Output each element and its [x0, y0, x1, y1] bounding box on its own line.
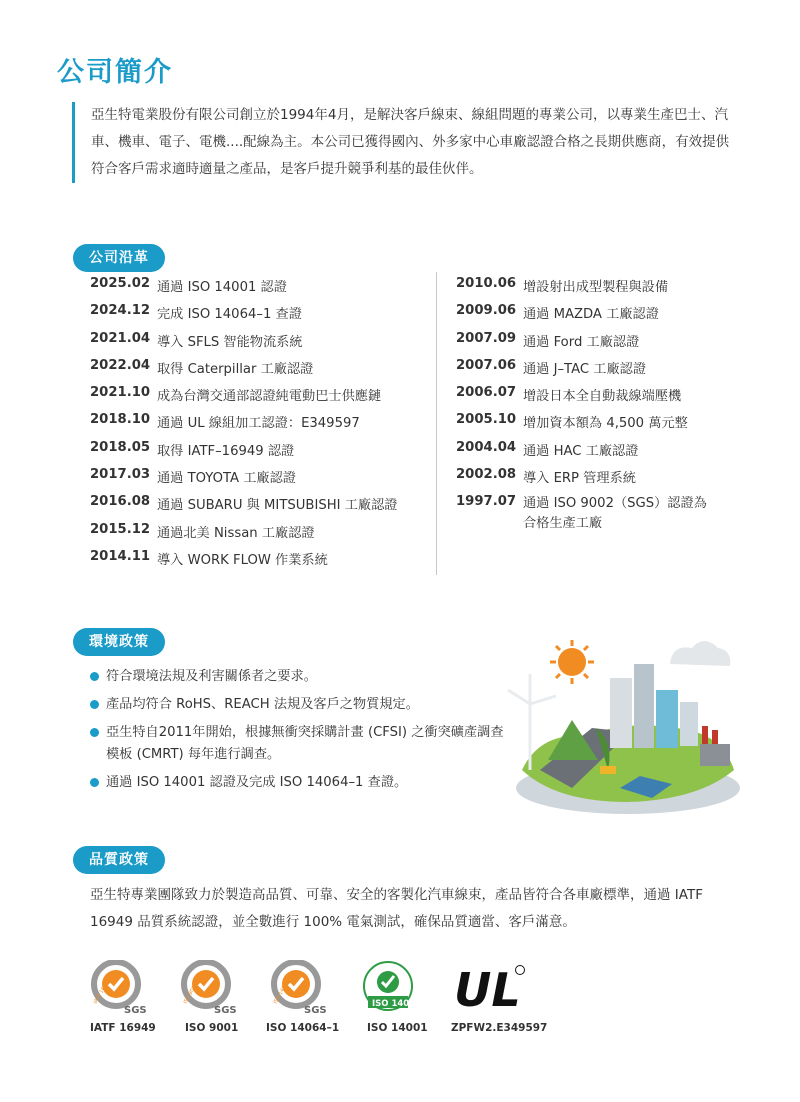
history-text: 通過 UL 線組加工認證：E349597	[157, 416, 360, 432]
history-row	[456, 303, 713, 330]
history-date: 2022.04	[90, 357, 151, 373]
history-divider	[436, 272, 437, 575]
history-date: 2024.12	[90, 303, 151, 319]
factory	[700, 744, 730, 766]
history-row	[456, 494, 713, 532]
history-row	[90, 303, 397, 330]
eco-city-illustration	[500, 620, 740, 820]
environment-item-text: 符合環境法規及利害關係者之要求。	[106, 669, 317, 684]
cert-label: ISO 9001	[185, 1022, 239, 1034]
tower-1	[610, 678, 632, 748]
history-text: 導入 ERP 管理系統	[523, 471, 636, 487]
cert-label: ISO 14001	[367, 1022, 428, 1034]
bullet-icon	[90, 672, 99, 681]
tower-4	[680, 702, 698, 746]
history-text: 導入 SFLS 智能物流系統	[157, 334, 303, 350]
bullet-icon	[90, 728, 99, 737]
environment-item-text: 亞生特自2011年開始，根據無衝突採購計畫 (CFSI) 之衝突礦產調查模板 (CMRT) 每年進行調查。	[106, 725, 504, 762]
badge-mark: SGS	[214, 1005, 237, 1016]
badge-side-text: ISO 9001	[182, 982, 200, 1005]
history-row	[456, 385, 713, 412]
history-row	[90, 412, 397, 439]
history-text: 通過北美 Nissan 工廠認證	[157, 525, 315, 541]
history-row	[456, 467, 713, 494]
history-date: 2010.06	[456, 276, 517, 291]
history-text: 通過 ISO 9002（SGS）認證為合格生產工廠	[523, 496, 707, 532]
bullet-icon	[90, 778, 99, 787]
history-row	[90, 385, 397, 412]
history-row	[90, 522, 397, 549]
history-date: 2017.03	[90, 467, 151, 483]
ul-badge	[452, 960, 528, 1016]
factory-chimney	[702, 726, 708, 744]
history-row	[90, 440, 397, 467]
history-heading: 公司沿革	[73, 244, 165, 272]
history-text: 取得 IATF–16949 認證	[157, 443, 295, 459]
quality-paragraph: 亞生特專業團隊致力於製造高品質、可靠、安全的客製化汽車線束，產品皆符合各車廠標準，通過 IATF 16949 品質系統認證，並全數進行 100% 電氣測試，確保品質適當、客戶滿意。	[90, 887, 703, 930]
history-date: 2014.11	[90, 548, 151, 564]
history-text: 通過 TOYOTA 工廠認證	[157, 471, 296, 487]
history-date: 2015.12	[90, 521, 151, 537]
history-text: 完成 ISO 14064–1 查證	[157, 307, 302, 323]
history-row	[456, 412, 713, 439]
cloud-shape	[670, 641, 730, 666]
history-text: 成為台灣交通部認證純電動巴士供應鏈	[157, 389, 382, 405]
history-row	[90, 276, 397, 303]
bullet-icon	[90, 700, 99, 709]
environment-item-text: 通過 ISO 14001 認證及完成 ISO 14064–1 查證。	[106, 775, 408, 790]
history-text: 導入 WORK FLOW 作業系統	[157, 552, 328, 568]
cert-label: ZPFW2.E349597	[451, 1022, 548, 1034]
badge-mark: SGS	[304, 1005, 327, 1016]
history-date: 2018.10	[90, 412, 151, 428]
environment-heading: 環境政策	[73, 628, 165, 656]
badge-mark: SGS	[124, 1005, 147, 1016]
environment-list	[90, 666, 510, 800]
intro-paragraph: 亞生特電業股份有限公司創立於1994年4月，是解決客戶線束、線組問題的專業公司，以專業生產巴士、汽車、機車、電子、電機....配線為主。本公司已獲得國內、外多家中心車廠認證合格之長期供應商，有效提供符合客戶需求適時適量之產品，是客戶提升競爭利基的最佳伙伴。	[72, 102, 741, 183]
history-date: 2005.10	[456, 412, 517, 428]
wind-turbine-blades	[508, 674, 556, 704]
history-date: 2025.02	[90, 276, 151, 291]
history-text: 取得 Caterpillar 工廠認證	[157, 361, 314, 377]
sgs-iatf-badge	[88, 960, 154, 1016]
car-icon	[600, 766, 616, 774]
history-date: 2021.10	[90, 385, 151, 401]
history-row	[90, 331, 397, 358]
history-date: 2016.08	[90, 494, 151, 510]
ul-logo-icon: UL	[454, 963, 521, 1016]
history-text: 通過 Ford 工廠認證	[523, 334, 640, 350]
history-row	[90, 549, 397, 576]
history-text: 增加資本額為 4,500 萬元整	[523, 416, 688, 432]
quality-heading: 品質政策	[73, 846, 165, 874]
history-text: 增設日本全自動裁線端壓機	[523, 389, 682, 405]
badge-side-text: ISO 14064-1	[272, 975, 294, 1005]
sun-icon	[558, 648, 586, 676]
history-text: 通過 ISO 14001 認證	[157, 280, 287, 295]
iso14001-badge	[356, 960, 422, 1016]
environment-item	[90, 694, 510, 716]
history-date: 2009.06	[456, 303, 517, 319]
history-row	[90, 494, 397, 521]
history-text: 通過 HAC 工廠認證	[523, 443, 639, 459]
sgs-iso9001-badge	[178, 960, 244, 1016]
sgs-iso14064-badge	[268, 960, 334, 1016]
environment-item	[90, 722, 510, 766]
history-date: 1997.07	[456, 494, 517, 510]
cert-label: ISO 14064–1	[266, 1022, 340, 1034]
history-date: 2004.04	[456, 439, 517, 455]
history-date: 2021.04	[90, 330, 151, 346]
environment-item	[90, 666, 510, 688]
cert-label: IATF 16949	[90, 1022, 156, 1034]
history-date: 2002.08	[456, 467, 517, 483]
history-row	[90, 467, 397, 494]
history-row	[456, 440, 713, 467]
history-row	[456, 331, 713, 358]
factory-chimney	[712, 730, 718, 744]
history-date: 2018.05	[90, 439, 151, 455]
badge-side-text: IATF 16949	[92, 977, 112, 1005]
history-left-column	[90, 276, 397, 576]
history-date: 2007.09	[456, 330, 517, 346]
tower-2	[634, 664, 654, 748]
history-text: 增設射出成型製程與設備	[523, 280, 669, 295]
history-row	[90, 358, 397, 385]
badge-mark: ISO 14001	[372, 999, 422, 1009]
history-right-column	[456, 276, 713, 532]
history-row	[456, 358, 713, 385]
environment-item-text: 產品均符合 RoHS、REACH 法規及客戶之物質規定。	[106, 697, 419, 712]
history-row	[456, 276, 713, 303]
environment-item	[90, 772, 510, 794]
history-text: 通過 J–TAC 工廠認證	[523, 361, 647, 377]
page-title: 公司簡介	[57, 57, 173, 88]
history-date: 2006.07	[456, 385, 517, 401]
history-date: 2007.06	[456, 357, 517, 373]
history-text: 通過 MAZDA 工廠認證	[523, 307, 659, 323]
tower-3	[656, 690, 678, 748]
history-text: 通過 SUBARU 與 MITSUBISHI 工廠認證	[157, 498, 398, 514]
